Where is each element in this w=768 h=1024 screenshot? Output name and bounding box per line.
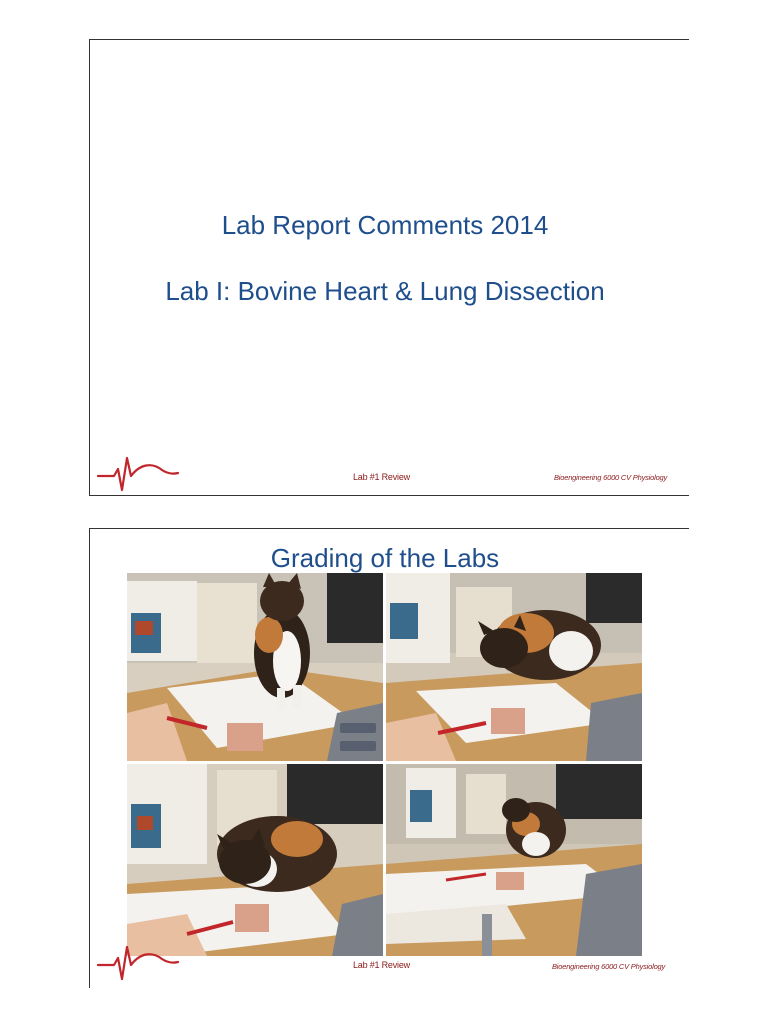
photo-cat-crouching: [386, 573, 642, 761]
slide-title-line-1: Lab Report Comments 2014: [221, 210, 549, 240]
ecg-heartbeat-icon: [96, 941, 180, 983]
slide-title: Grading of the Labs: [270, 543, 500, 573]
footer-lab-label: Lab #1 Review: [353, 472, 410, 482]
photo-cat-standing: [127, 573, 383, 761]
slide-title-line-2: Lab I: Bovine Heart & Lung Dissection: [165, 276, 605, 306]
photo-cat-sniffing: [127, 764, 383, 956]
ecg-heartbeat-icon: [96, 452, 180, 494]
slide-grading: [89, 528, 689, 988]
footer-course-label: Bioengineering 6000 CV Physiology: [552, 962, 666, 971]
slide-title-page: [89, 39, 689, 496]
footer-lab-label: Lab #1 Review: [353, 960, 410, 970]
footer-course-label: Bioengineering 6000 CV Physiology: [554, 473, 668, 482]
photo-grid: [127, 573, 642, 956]
photo-cat-sitting: [386, 764, 642, 956]
